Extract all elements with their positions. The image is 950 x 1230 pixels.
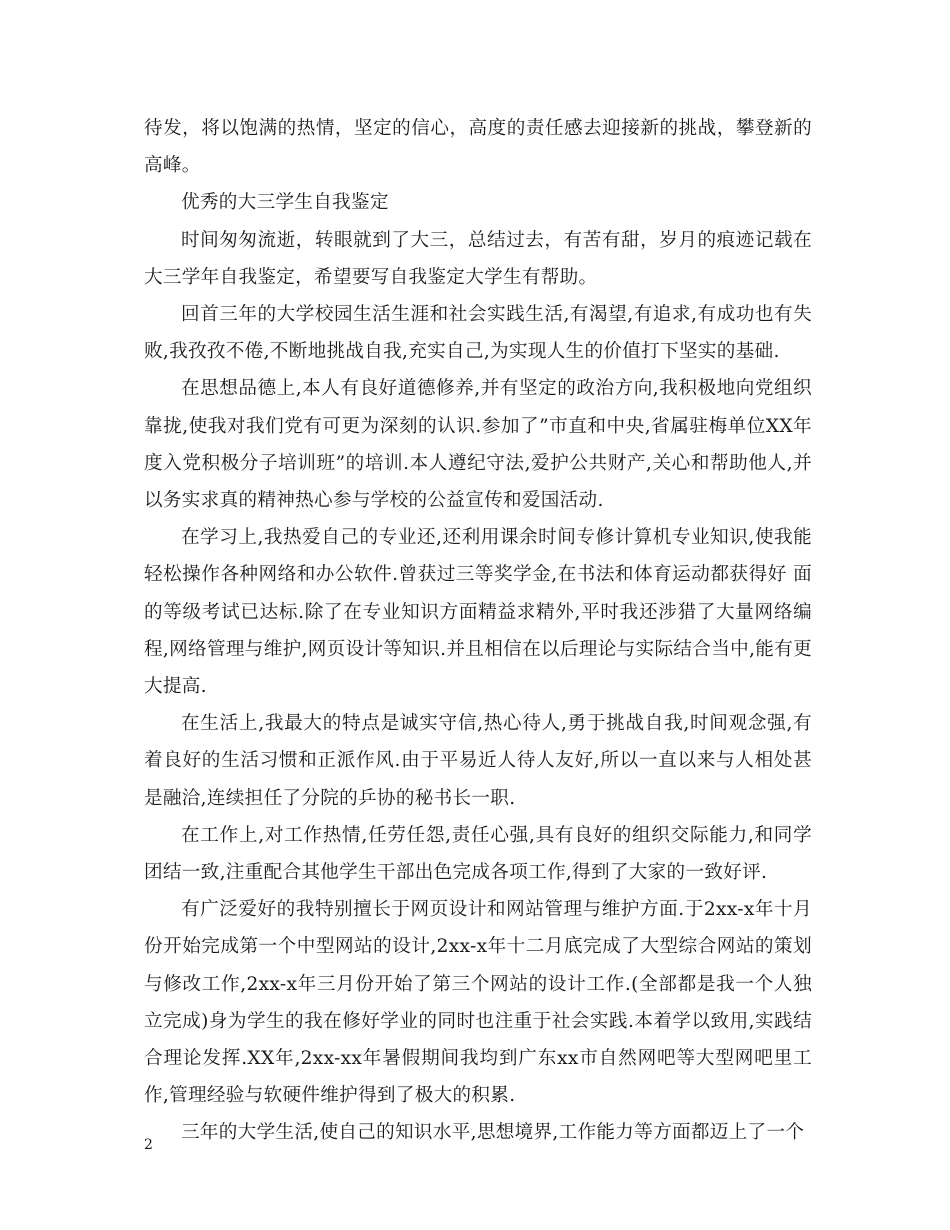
paragraph-continuation: 待发，将以饱满的热情，坚定的信心，高度的责任感去迎接新的挑战，攀登新的高峰。 <box>144 118 812 177</box>
section-heading: 优秀的大三学生自我鉴定 <box>181 192 389 214</box>
paragraph-conclusion: 三年的大学生活,使自己的知识水平,思想境界,工作能力等方面都迈上了一个 <box>181 1122 805 1144</box>
paragraph-life: 在生活上,我最大的特点是诚实守信,热心待人,勇于挑战自我,时间观念强,有着良好的生活习惯和正派作风.由于平易近人待人友好,所以一直以来与人相处甚是融洽,连续担任了分院的乒协的秘书长一职. <box>144 713 812 809</box>
paragraph-work: 在工作上,对工作热情,任劳任怨,责任心强,具有良好的组织交际能力,和同学团结一致,注重配合其他学生干部出色完成各项工作,得到了大家的一致好评. <box>144 824 812 884</box>
paragraph-hobbies: 有广泛爱好的我特别擅长于网页设计和网站管理与维护方面.于2xx-x年十月份开始完成第一个中型网站的设计,2xx-x年十二月底完成了大型综合网站的策划与修改工作,2xx-x年三月份开始了第三个网站的设计工作.(全部都是我一个人独立完成)身为学生的我在修好学业的同时也注重于社会实践.本着学以致用,实践结合理论发挥.XX年,2xx-xx年暑假期间我均到广东xx市自然网吧等大型网吧里工作,管理经验与软硬件维护得到了极大的积累. <box>144 899 812 1107</box>
paragraph-review: 回首三年的大学校园生活生涯和社会实践生活,有渴望,有追求,有成功也有失败,我孜孜不倦,不断地挑战自我,充实自己,为实现人生的价值打下坚实的基础. <box>144 304 812 363</box>
paragraph-study: 在学习上,我热爱自己的专业还,还利用课余时间专修计算机专业知识,使我能轻松操作各种网络和办公软件.曾获过三等奖学金,在书法和体育运动都获得好 面的等级考试已达标.除了在专业知识方面精益求精外,平时我还涉猎了大量网络编程,网络管理与维护,网页设计等知识.并且相信在以后理论与实际结合当中,能有更大提高. <box>144 527 812 698</box>
page-number: 2 <box>144 1137 153 1153</box>
paragraph-morality: 在思想品德上,本人有良好道德修养,并有坚定的政治方向,我积极地向党组织靠拢,使我对我们党有可更为深刻的认识.参加了”市直和中央,省属驻梅单位XX年度入党积极分子培训班”的培训.本人遵纪守法,爱护公共财产,关心和帮助他人,并以务实求真的精神热心参与学校的公益宣传和爱国活动. <box>144 378 812 512</box>
paragraph-intro: 时间匆匆流逝，转眼就到了大三，总结过去，有苦有甜，岁月的痕迹记载在大三学年自我鉴定，希望要写自我鉴定大学生有帮助。 <box>144 229 812 288</box>
document-page <box>144 110 812 1152</box>
